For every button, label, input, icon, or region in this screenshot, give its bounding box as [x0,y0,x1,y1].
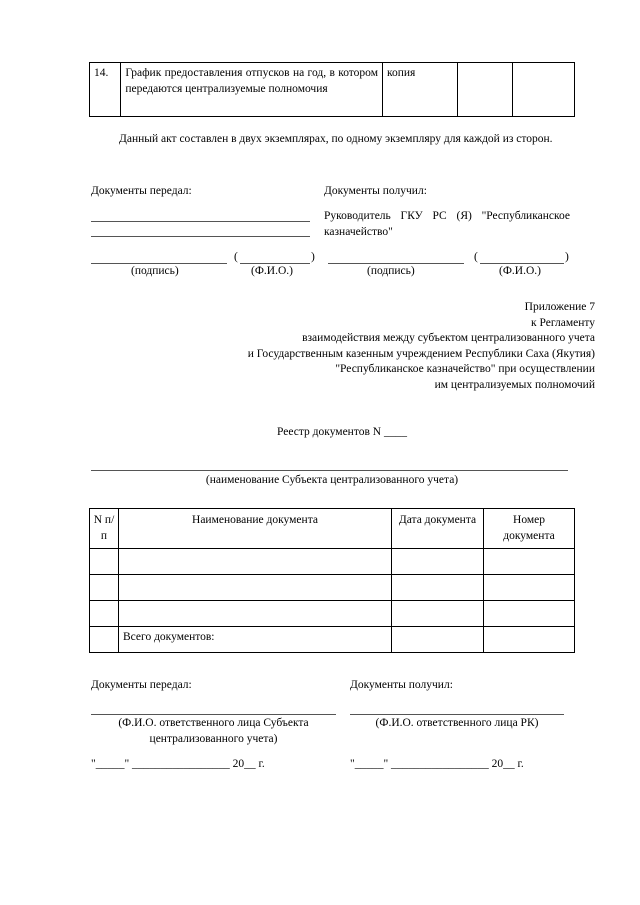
signature-caption: (подпись) [131,265,179,277]
subject-name-line [91,470,568,471]
col-header-name: Наименование документа [119,509,392,549]
appendix-line: к Регламенту [531,316,595,329]
date-line-right: "_____" _________________ 20__ г. [350,758,524,770]
right-fio-caption: (Ф.И.О. ответственного лица РК) [375,717,539,729]
appendix-line: Приложение 7 [524,301,595,313]
table-row-total [90,627,575,653]
bottom-received-label: Документы получил: [350,679,453,691]
row-title-cell: График предоставления отпусков на год, в котором передаются централизуемые полномочия [121,63,383,117]
signature-line [91,221,310,222]
empty-cell [513,63,575,117]
table-row [90,601,575,627]
top-document-table [89,62,575,117]
appendix-line: "Республиканское казначейство" при осуществлении [335,363,595,376]
fio-line [350,714,564,715]
received-label: Документы получил: [324,185,427,197]
fio-caption: (Ф.И.О.) [251,265,293,277]
row-number-cell: 14. [90,63,121,117]
left-fio-caption: (Ф.И.О. ответственного лица Субъекта централизованного учета) [118,717,309,745]
col-header-date: Дата документа [392,509,484,549]
appendix-header [150,300,595,393]
fio-line [91,714,336,715]
table-row [90,575,575,601]
subject-caption: (наименование Субъекта централизованного учета) [205,474,459,486]
date-line-left: "_____" _________________ 20__ г. [91,758,265,770]
registry-table [89,508,575,653]
recipient-name: Руководитель ГКУ РС (Я) "Республиканское казначейство" [324,210,570,238]
empty-cell [457,63,513,117]
total-label: Всего документов: [119,627,392,653]
bottom-handed-over-label: Документы передал: [91,679,192,691]
act-paragraph: Данный акт составлен в двух экземплярах, по одному экземпляру для каждой из сторон. [119,133,553,145]
registry-title: Реестр документов N ____ [277,426,407,438]
table-row [90,63,575,117]
row-type-cell: копия [383,63,458,117]
fio-caption: (Ф.И.О.) [499,265,541,277]
col-header-num: N п/п [90,509,119,549]
table-row [90,549,575,575]
signature-caption: (подпись) [367,265,415,277]
signature-line [91,236,310,237]
appendix-line: им централизуемых полномочий [434,378,595,391]
handed-over-label: Документы передал: [91,185,192,197]
table-header-row [90,509,575,549]
col-header-number: Номер документа [484,509,575,549]
appendix-line: взаимодействия между субъектом централизованного учета [302,332,595,345]
appendix-line: и Государственным казенным учреждением Республики Саха (Якутия) [247,347,595,360]
